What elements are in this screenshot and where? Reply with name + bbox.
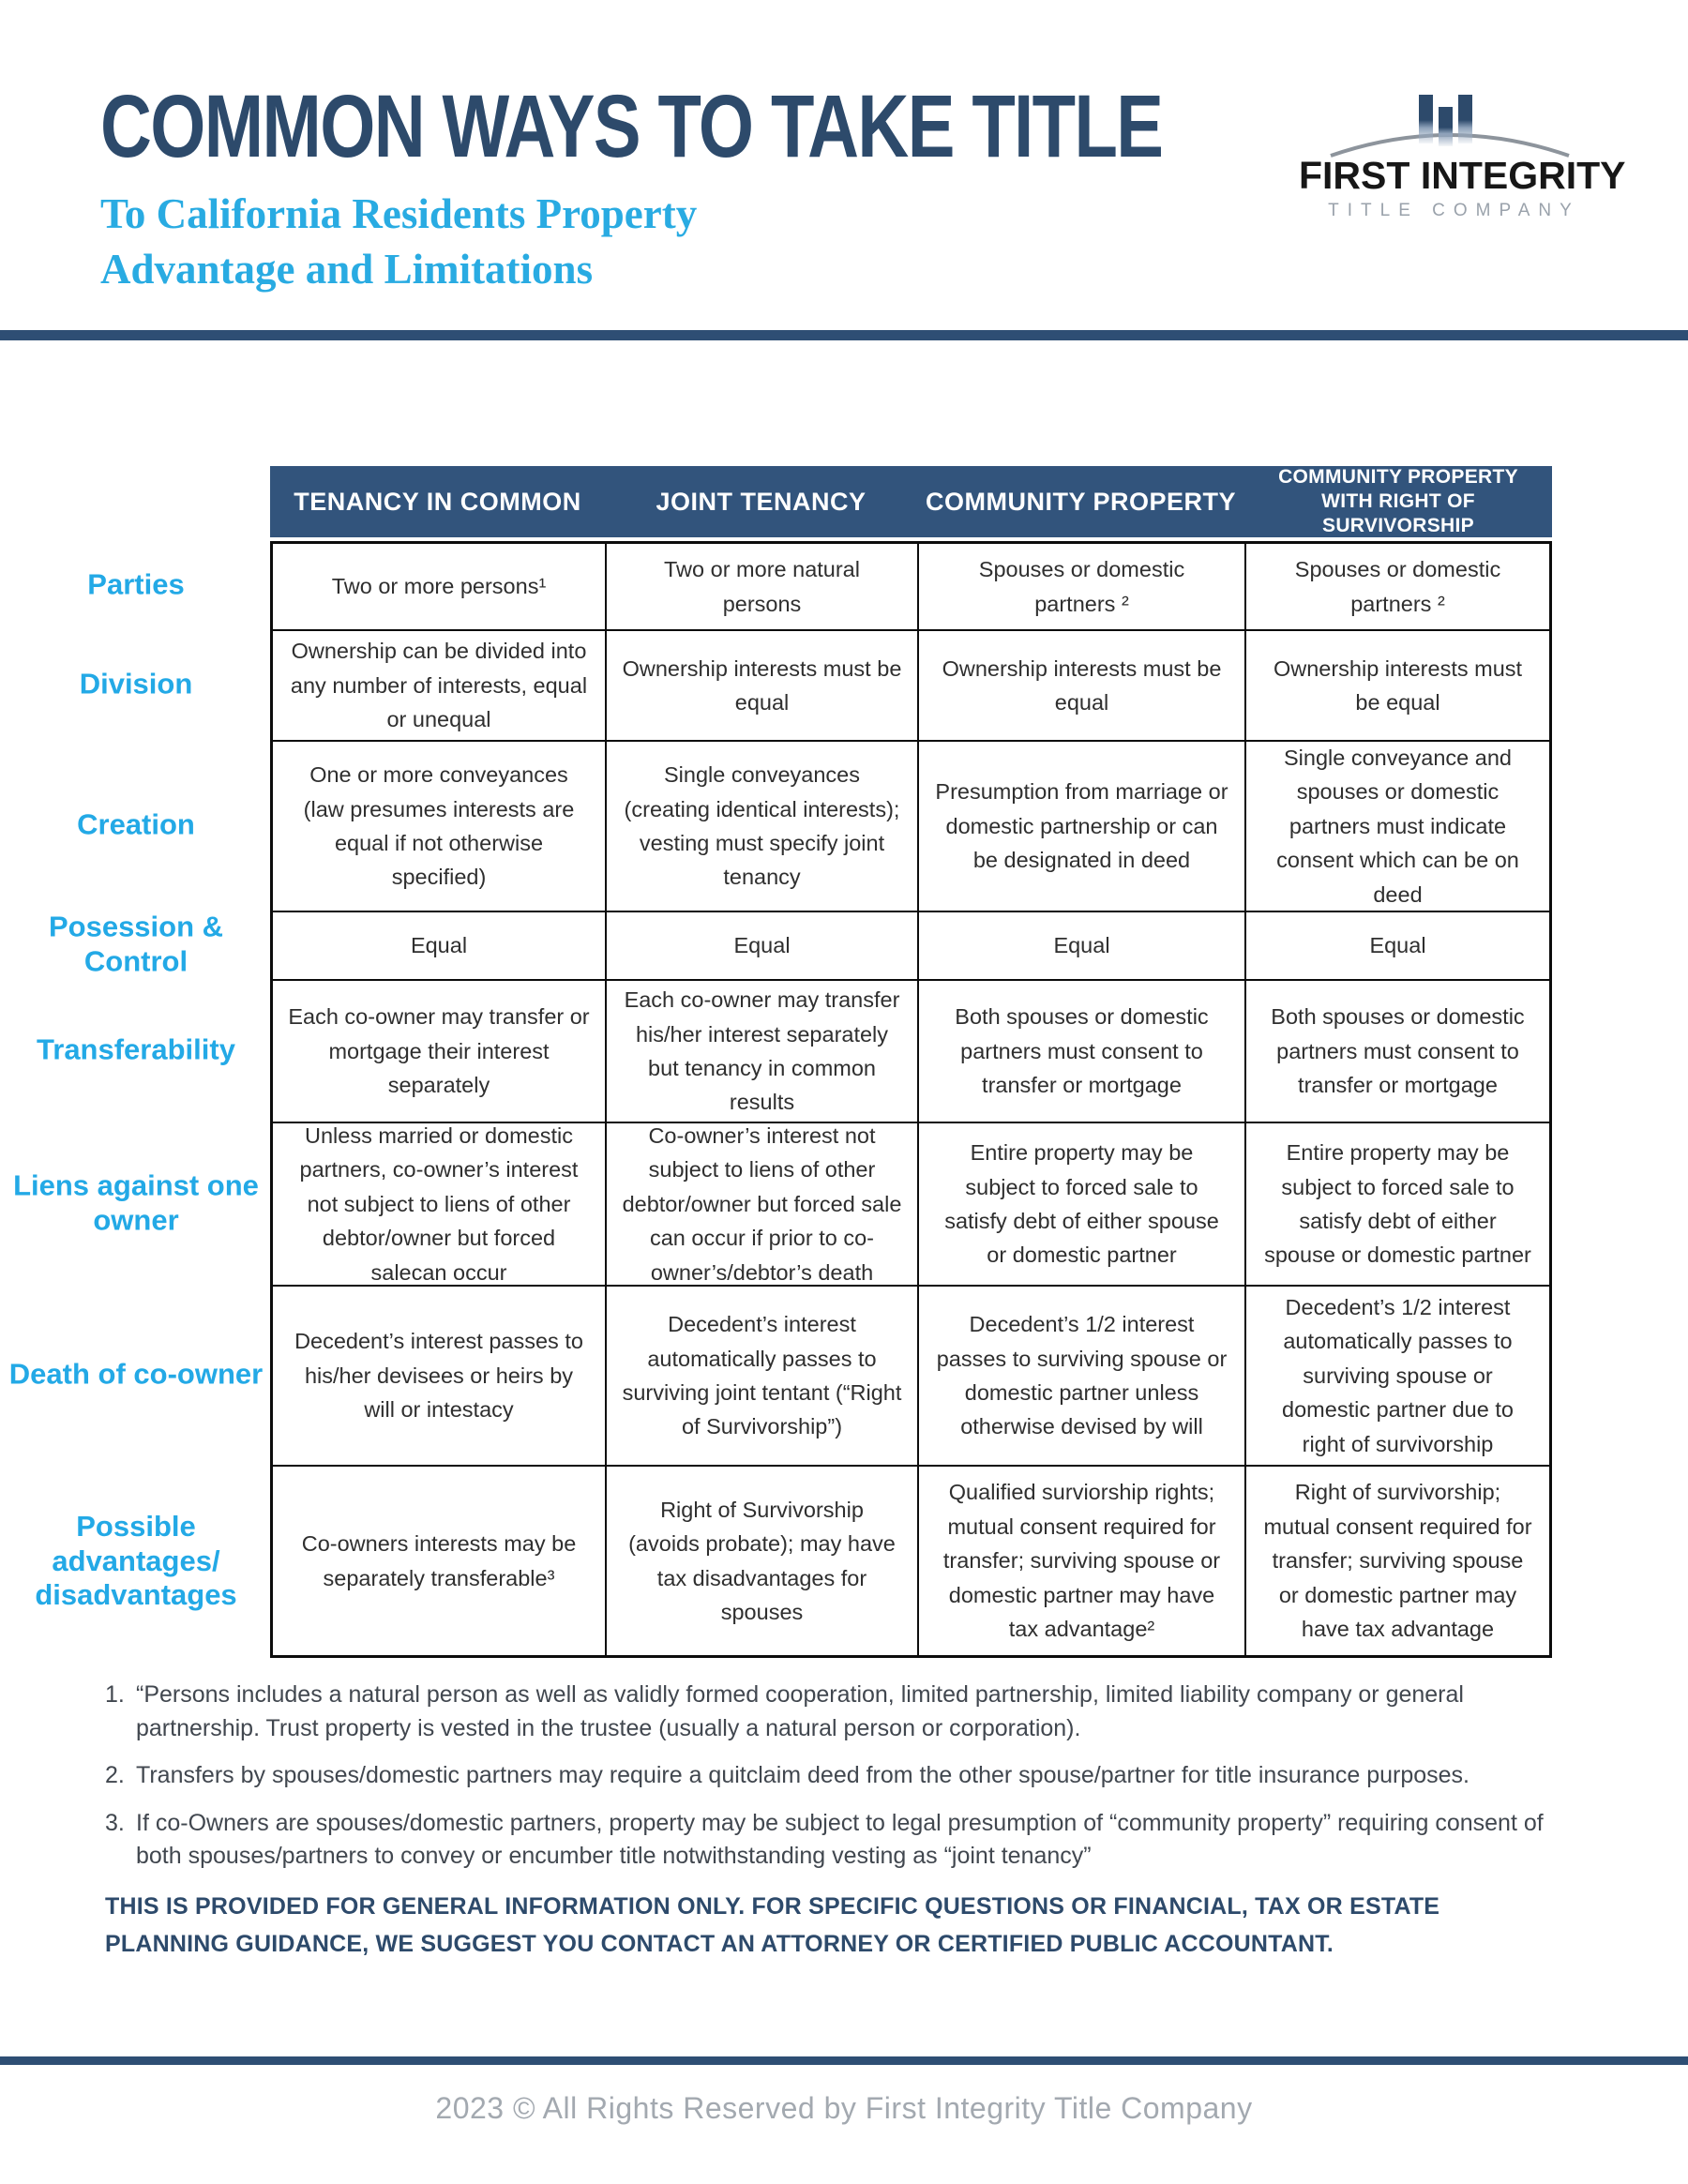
footnote-number: 2. bbox=[105, 1762, 125, 1788]
table-cell: Both spouses or domestic partners must consent to transfer or mortgage bbox=[1244, 979, 1552, 1122]
table-cell: Presumption from marriage or domestic partnership or can be designated in deed bbox=[917, 740, 1244, 911]
table-cell: Both spouses or domestic partners must consent to transfer or mortgage bbox=[917, 979, 1244, 1122]
row-label-liens: Liens against one owner bbox=[13, 1168, 259, 1236]
table-cell: Each co-owner may transfer his/her interest separately but tenancy in common results bbox=[605, 979, 917, 1122]
table-cell: Single conveyances (creating identical interests); vesting must specify joint tenancy bbox=[605, 740, 917, 911]
column-header-joint-tenancy: JOINT TENANCY bbox=[656, 487, 867, 516]
table-cell: Two or more persons¹ bbox=[270, 541, 605, 629]
footnote-1 bbox=[105, 1679, 1554, 1745]
table-cell: Ownership interests must be equal bbox=[605, 629, 917, 740]
table-cell: Spouses or domestic partners ² bbox=[1244, 541, 1552, 629]
row-label-death-of-co-owner: Death of co-owner bbox=[8, 1357, 264, 1391]
legal-disclaimer: THIS IS PROVIDED FOR GENERAL INFORMATION ONLY. FOR SPECIFIC QUESTIONS OR FINANCIAL, TAX OR ESTATE PLANNING GUIDANCE, WE SUGGEST YOU CONTACT AN ATTORNEY OR CERTIFIED PUBLIC ACCOUNTANT. bbox=[105, 1892, 1440, 1957]
table-cell: Decedent’s 1/2 interest passes to surviving spouse or domestic partner unless otherwise devised by will bbox=[917, 1285, 1244, 1465]
table-cell: Each co-owner may transfer or mortgage their interest separately bbox=[270, 979, 605, 1122]
table-cell: Ownership interests must be equal bbox=[1244, 629, 1552, 740]
footnote-number: 1. bbox=[105, 1681, 125, 1708]
title-block bbox=[100, 77, 1163, 298]
row-label-transferability: Transferability bbox=[37, 1032, 235, 1066]
logo-company-tagline: TITLE COMPANY bbox=[1328, 201, 1580, 220]
footnote-text: If co-Owners are spouses/domestic partners, property may be subject to legal presumption of “community property” requiring consent of both spouses/partners to convey or encumber title notwithstanding vesting as “joint tenancy” bbox=[136, 1809, 1544, 1869]
subtitle-line-1: To California Residents Property bbox=[100, 190, 698, 237]
subtitle-line-2: Advantage and Limitations bbox=[100, 246, 594, 294]
page-title: COMMON WAYS TO TAKE TITLE bbox=[100, 77, 1163, 176]
company-logo bbox=[1299, 90, 1626, 231]
table-cell: Decedent’s 1/2 interest automatically passes to surviving spouse or domestic partner due to right of survivorship bbox=[1244, 1285, 1552, 1465]
logo-bar-left bbox=[1419, 95, 1433, 143]
table-cell: Unless married or domestic partners, co-owner’s interest not subject to liens of other debtor/owner but forced salecan occur bbox=[270, 1122, 605, 1285]
table-header-row bbox=[270, 466, 1552, 537]
table-cell: Ownership interests must be equal bbox=[917, 629, 1244, 740]
table-cell: Qualified surviorship rights; mutual consent required for transfer; surviving spouse or domestic partner may have tax advantage² bbox=[917, 1465, 1244, 1658]
row-label-division: Division bbox=[79, 667, 193, 700]
table-cell: One or more conveyances (law presumes interests are equal if not otherwise specified) bbox=[270, 740, 605, 911]
footnote-number: 3. bbox=[105, 1809, 125, 1836]
table-cell: Ownership can be divided into any number of interests, equal or unequal bbox=[270, 629, 605, 740]
row-label-parties: Parties bbox=[87, 567, 185, 601]
copyright-text: 2023 © All Rights Reserved by First Integrity Title Company bbox=[435, 2091, 1253, 2125]
table-cell: Right of survivorship; mutual consent required for transfer; surviving spouse or domestic partner may have tax advantage bbox=[1244, 1465, 1552, 1658]
table-cell: Equal bbox=[1244, 911, 1552, 979]
logo-bar-middle bbox=[1439, 107, 1453, 146]
table-cell: Co-owners interests may be separately transferable³ bbox=[270, 1465, 605, 1658]
footer-divider-bar bbox=[0, 2056, 1688, 2065]
table-cell: Equal bbox=[270, 911, 605, 979]
header-divider-bar bbox=[0, 330, 1688, 340]
table-cell: Co-owner’s interest not subject to liens of other debtor/owner but forced sale can occur if prior to co-owner’s/debtor’s death bbox=[605, 1122, 917, 1285]
logo-buildings-icon bbox=[1419, 90, 1481, 150]
table-cell: Two or more natural persons bbox=[605, 541, 917, 629]
table-cell: Entire property may be subject to forced sale to satisfy debt of either spouse or domestic partner bbox=[1244, 1122, 1552, 1285]
logo-bar-right bbox=[1458, 95, 1472, 143]
table-cell: Equal bbox=[917, 911, 1244, 979]
table-cell: Single conveyance and spouses or domestic partners must indicate consent which can be on deed bbox=[1244, 740, 1552, 911]
table-cell: Decedent’s interest passes to his/her devisees or heirs by will or intestacy bbox=[270, 1285, 605, 1465]
page-subtitle bbox=[100, 187, 1085, 298]
footnote-3 bbox=[105, 1807, 1554, 1874]
footnotes-section bbox=[105, 1679, 1554, 1963]
table-cell: Decedent’s interest automatically passes to surviving joint tentant (“Right of Survivorship”) bbox=[605, 1285, 917, 1465]
table-cell: Spouses or domestic partners ² bbox=[917, 541, 1244, 629]
footnote-text: Transfers by spouses/domestic partners may require a quitclaim deed from the other spouse/partner for title insurance purposes. bbox=[136, 1762, 1469, 1788]
footnote-2 bbox=[105, 1759, 1554, 1793]
table-cell: Right of Survivorship (avoids probate); may have tax disadvantages for spouses bbox=[605, 1465, 917, 1658]
logo-company-name: FIRST INTEGRITY bbox=[1299, 154, 1626, 197]
column-header-community-property-survivorship: COMMUNITY PROPERTY WITH RIGHT OF SURVIVORSHIP bbox=[1278, 465, 1518, 537]
row-label-possession-control: Posession & Control bbox=[48, 910, 224, 977]
row-label-creation: Creation bbox=[77, 807, 195, 841]
column-header-community-property: COMMUNITY PROPERTY bbox=[925, 487, 1237, 516]
column-header-tenancy-in-common: TENANCY IN COMMON bbox=[294, 487, 581, 516]
comparison-table bbox=[270, 541, 1552, 1658]
footnote-text: “Persons includes a natural person as well as validly formed cooperation, limited partnership, limited liability company or general partnership. Trust property is vested in the trustee (usually a natural person or corporation). bbox=[136, 1681, 1464, 1741]
table-cell: Entire property may be subject to forced sale to satisfy debt of either spouse or domestic partner bbox=[917, 1122, 1244, 1285]
row-label-advantages: Possible advantages/ disadvantages bbox=[35, 1510, 237, 1612]
table-cell: Equal bbox=[605, 911, 917, 979]
